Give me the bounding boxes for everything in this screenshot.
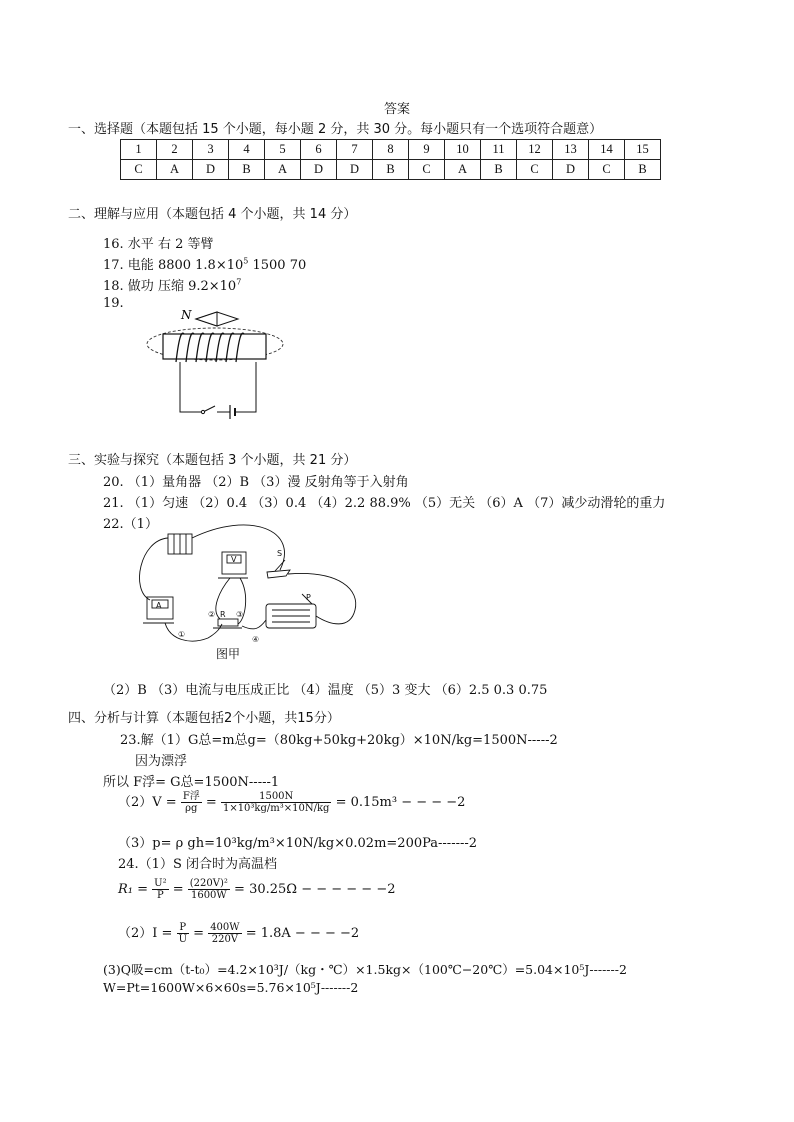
table-cell-number: 4	[229, 140, 265, 160]
answer-18: 18. 做功 压缩 $9.2\times 10^7$	[103, 277, 242, 294]
answer-24-line4: (3)Q吸=cm（t-t₀）=4.2×10³J/（kg・℃）×1.5kg×（100℃−20℃）=5.04×10⁵J-------2	[103, 962, 627, 977]
table-cell-number: 11	[481, 140, 517, 160]
answer-22: 22.（1）	[103, 517, 158, 532]
table-cell-number: 14	[589, 140, 625, 160]
table-cell-number: 3	[193, 140, 229, 160]
table-cell-number: 6	[301, 140, 337, 160]
answer-table	[120, 139, 661, 180]
node-4-label: ④	[252, 635, 260, 644]
resistor-r-icon	[218, 619, 238, 626]
table-row-numbers	[121, 140, 661, 160]
table-cell-number: 8	[373, 140, 409, 160]
answer-20: 20. （1）量角器 （2）B （3）漫 反射角等于入射角	[103, 475, 409, 490]
table-cell-number: 2	[157, 140, 193, 160]
table-cell-answer: B	[373, 160, 409, 180]
resistor-label: R	[220, 610, 226, 619]
answer-24-line1: 24.（1）S 闭合时为高温档	[118, 857, 277, 872]
table-cell-number: 5	[265, 140, 301, 160]
answer-22-part2: （2）B （3）电流与电压成正比 （4）温度 （5）3 变大 （6）2.5 0.3 0.75	[103, 683, 548, 698]
node-3-label: ③	[236, 610, 244, 619]
fraction-i2: $\frac{400W}{220V}$	[210, 922, 240, 945]
table-cell-answer: C	[409, 160, 445, 180]
table-cell-answer: B	[229, 160, 265, 180]
north-label: N	[181, 308, 192, 322]
table-cell-number: 10	[445, 140, 481, 160]
table-cell-answer: D	[553, 160, 589, 180]
answer-23-line5: （3）p= ρ gh=10³kg/m³×10N/kg×0.02m=200Pa-------2	[118, 836, 478, 851]
section-4-heading: 四、分析与计算（本题包括2个小题，共15分）	[68, 711, 340, 726]
answer-17: 17. 电能 8800 $1.8\times 10^5$ 1500 70	[103, 256, 307, 273]
table-cell-answer: B	[481, 160, 517, 180]
fraction-v1: $\frac{\text{F浮}}{\rho g}$	[182, 791, 200, 814]
table-cell-answer: C	[121, 160, 157, 180]
figure-22-caption: 图甲	[216, 647, 241, 661]
switch-label: S	[277, 549, 283, 558]
page-title: 答案	[384, 102, 411, 117]
node-1-label: ①	[178, 630, 186, 639]
table-cell-answer: A	[157, 160, 193, 180]
fraction-v2: $\frac{1500N}{\text{1×10³kg/m³×10N/kg}}$	[222, 791, 330, 814]
figure-19-solenoid	[140, 302, 290, 427]
section-3-heading: 三、实验与探究（本题包括 3 个小题，共 21 分）	[68, 453, 357, 468]
node-2-label: ②	[208, 610, 216, 619]
table-cell-answer: D	[337, 160, 373, 180]
figure-22-circuit	[130, 520, 370, 668]
table-cell-answer: A	[265, 160, 301, 180]
answer-24-line3: （2）I = $\frac{P}{U}$ = $\frac{400W}{220V}$ = 1.8A − − − −2	[118, 922, 360, 945]
fraction-r1: $\frac{\text{U²}}{P}$	[154, 878, 167, 901]
answer-23-line3: 所以 F浮= G总=1500N-----1	[103, 775, 280, 790]
switch-s-icon	[267, 570, 290, 578]
answer-23-line4: （2）V = $\frac{\text{F浮}}{\rho g}$ = $\frac{1500N}{\text{1×10³kg/m³×10N/kg}}$ = 0.15m³ − − − −2	[118, 791, 466, 814]
table-cell-answer: A	[445, 160, 481, 180]
answer-23-line1: 23.解（1）G总=m总g=（80kg+50kg+20kg）×10N/kg=1500N-----2	[120, 733, 558, 748]
answer-23-line2: 因为漂浮	[135, 754, 188, 769]
fraction-r2: $\frac{\text{(220V)²}}{1600W}$	[189, 878, 228, 901]
section-1-heading: 一、选择题（本题包括 15 个小题，每小题 2 分，共 30 分。每小题只有一个选项符合题意）	[68, 122, 603, 137]
answer-19: 19.	[103, 296, 124, 311]
voltmeter-label: V	[231, 555, 237, 564]
table-cell-number: 1	[121, 140, 157, 160]
table-cell-number: 12	[517, 140, 553, 160]
section-2-heading: 二、理解与应用（本题包括 4 个小题，共 14 分）	[68, 207, 357, 222]
answer-16: 16. 水平 右 2 等臂	[103, 237, 214, 252]
table-row-answers	[121, 160, 661, 180]
table-cell-number: 13	[553, 140, 589, 160]
table-cell-answer: D	[301, 160, 337, 180]
answer-24-line5: W=Pt=1600W×6×60s=5.76×10⁵J-------2	[103, 980, 359, 995]
ammeter-label: A	[156, 601, 162, 610]
table-cell-answer: C	[589, 160, 625, 180]
table-cell-number: 15	[625, 140, 661, 160]
answer-21: 21. （1）匀速 （2）0.4 （3）0.4 （4）2.2 88.9% （5）无关 （6）A （7）减少动滑轮的重力	[103, 496, 666, 511]
fraction-i1: $\frac{P}{U}$	[178, 922, 188, 945]
table-cell-number: 7	[337, 140, 373, 160]
table-cell-answer: C	[517, 160, 553, 180]
table-cell-number: 9	[409, 140, 445, 160]
table-cell-answer: B	[625, 160, 661, 180]
table-cell-answer: D	[193, 160, 229, 180]
answer-24-line2: R₁ = $\frac{\text{U²}}{P}$ = $\frac{\text{(220V)²}}{1600W}$ = 30.25Ω − − − − − −2	[118, 878, 396, 901]
slider-label: P	[306, 593, 311, 602]
